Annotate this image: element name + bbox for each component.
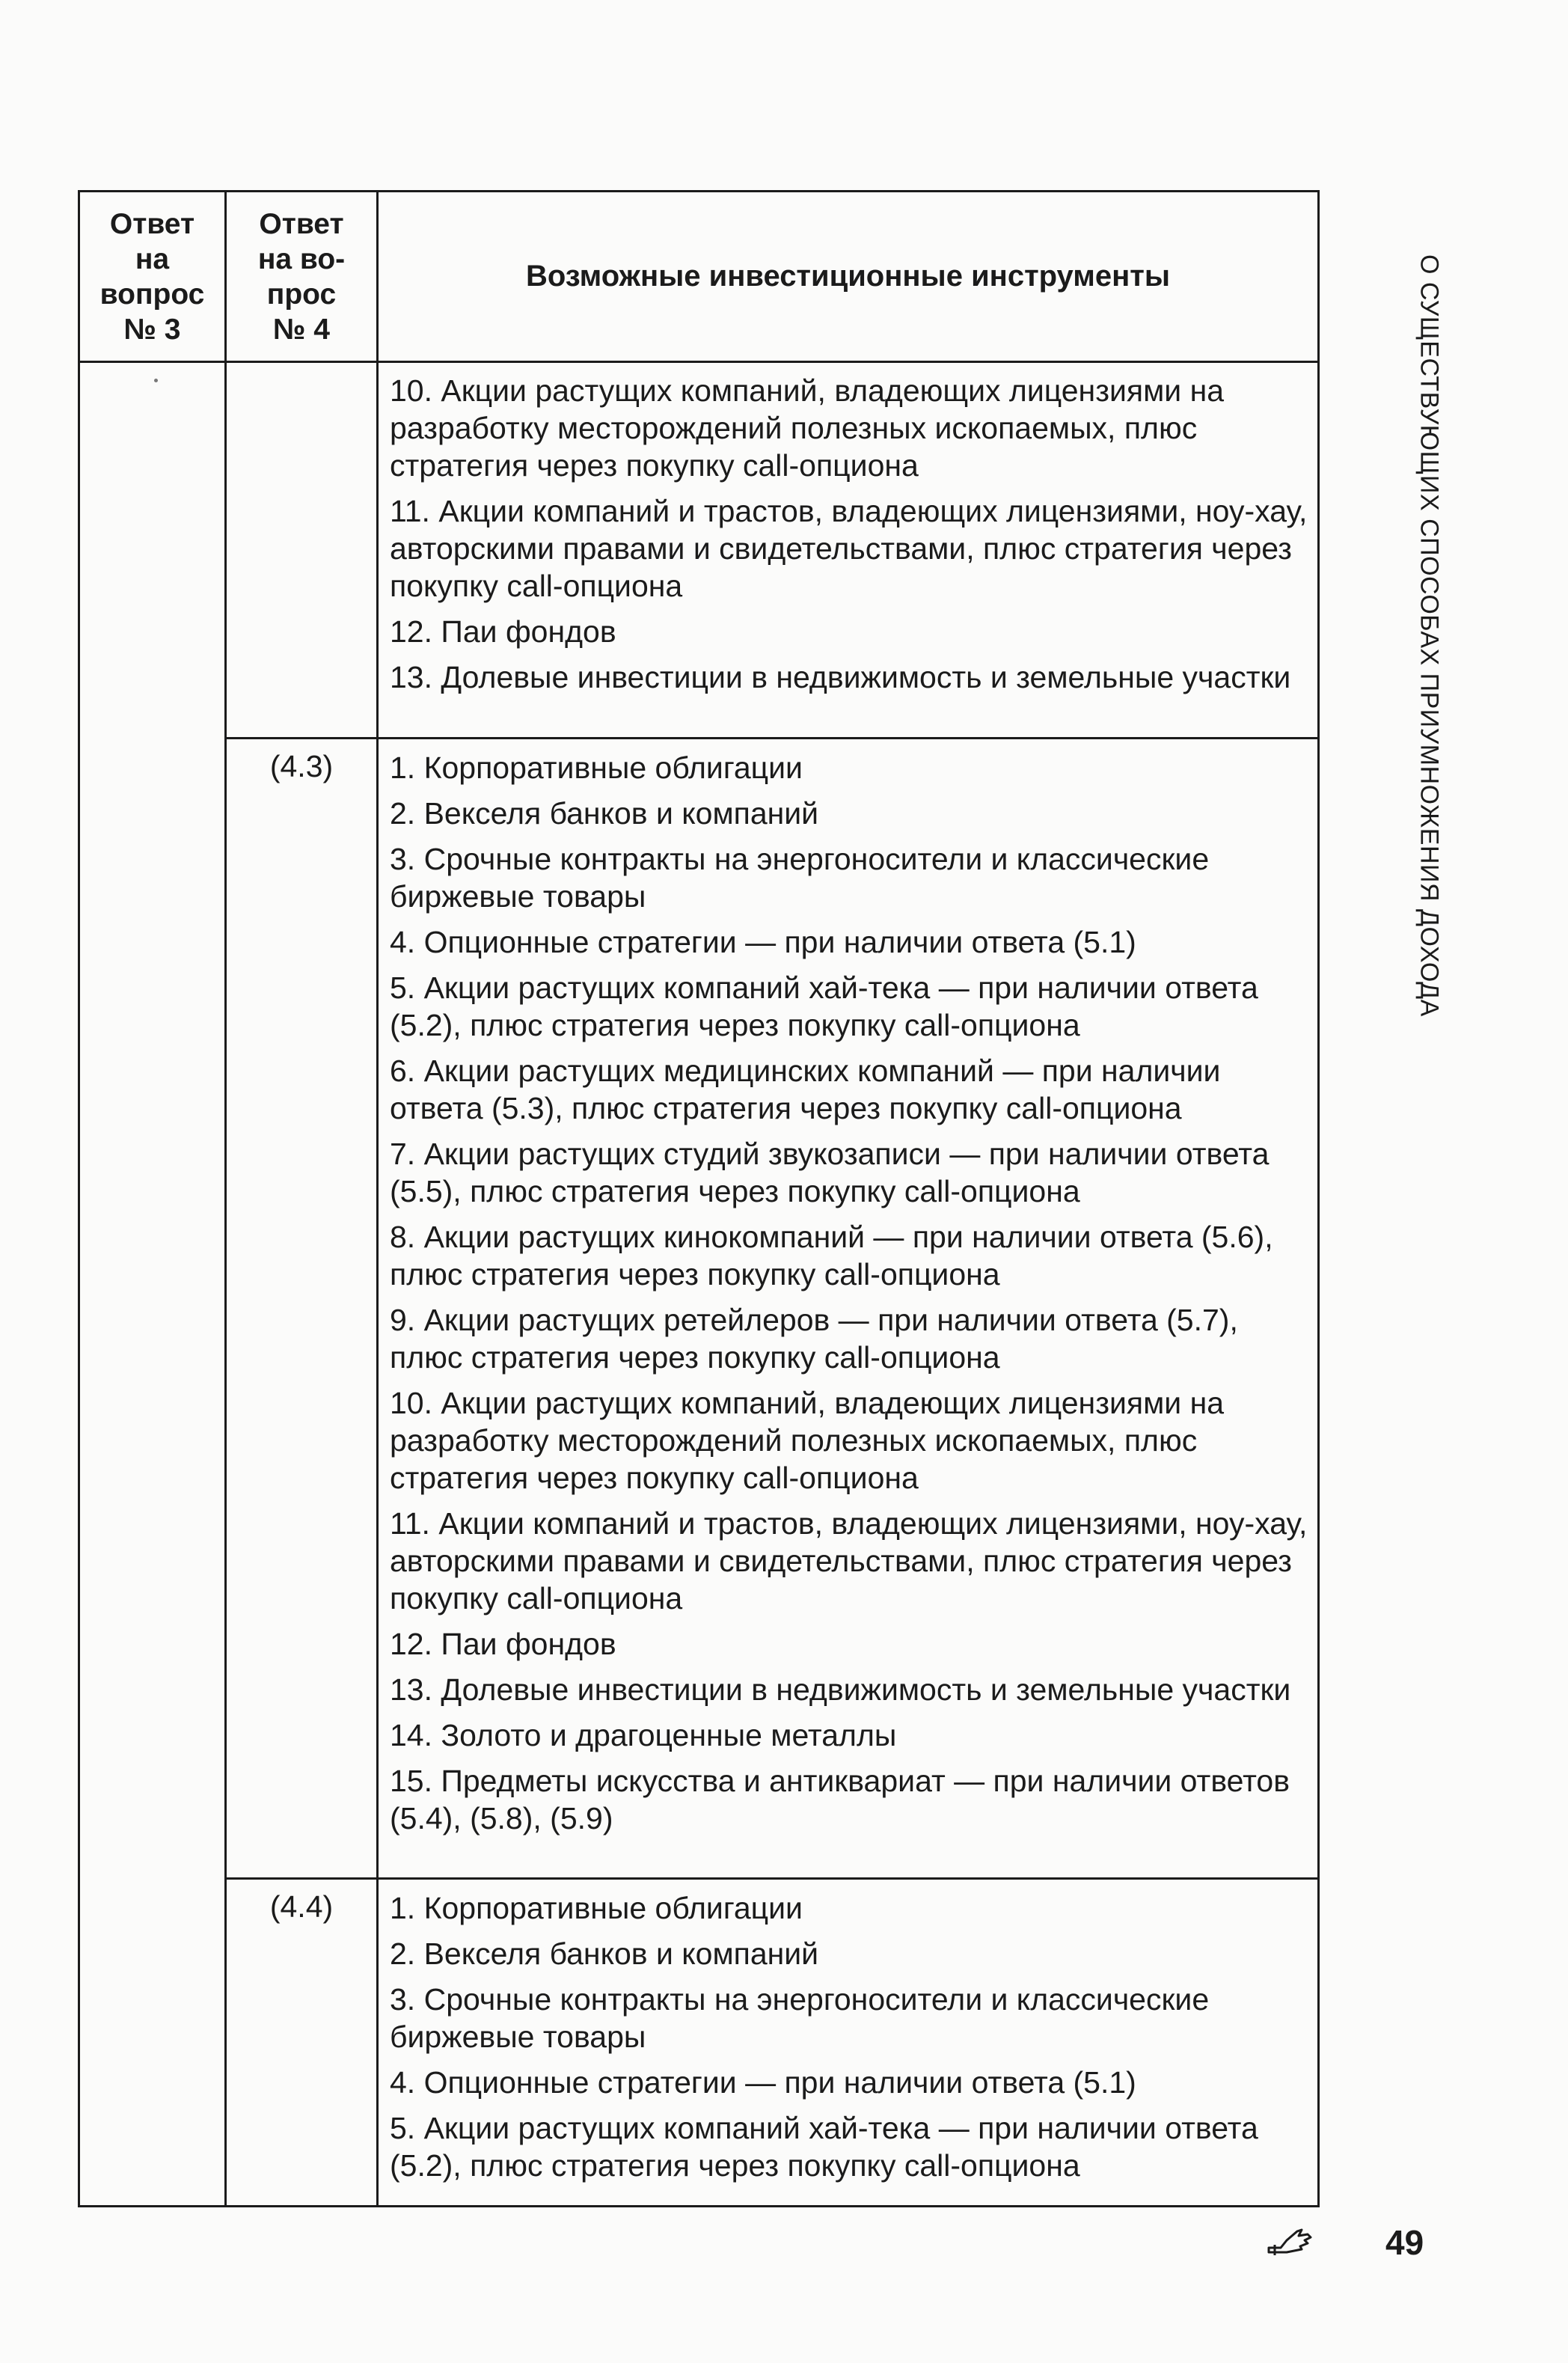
list-item: 10. Акции растущих компаний, владеющих лицензиями на разработку месторождений полезных ископаемых, плюс стратегия через покупку call-опциона bbox=[390, 1386, 1225, 1495]
header-divider bbox=[80, 361, 1317, 363]
list-item: 2. Векселя банков и компаний bbox=[390, 1936, 819, 1971]
list-item: 3. Срочные контракты на энергоносители и классические биржевые товары bbox=[390, 1982, 1210, 2054]
list-item: 5. Акции растущих компаний хай-тека — при наличии ответа (5.2), плюс стратегия через покупку call-опциона bbox=[390, 2111, 1258, 2183]
instrument-list bbox=[390, 749, 1314, 1845]
list-item: 12. Паи фондов bbox=[390, 1627, 616, 1661]
investment-table bbox=[78, 190, 1320, 2207]
list-item: 1. Корпоративные облигации bbox=[390, 751, 803, 785]
list-item: 13. Долевые инвестиции в недвижимость и земельные участки bbox=[390, 660, 1291, 694]
running-head bbox=[1406, 254, 1451, 1017]
list-item: 7. Акции растущих студий звукозаписи — при наличии ответа (5.5), плюс стратегия через покупку call-опциона bbox=[390, 1137, 1270, 1208]
list-item: 4. Опционные стратегии — при наличии ответа (5.1) bbox=[390, 925, 1136, 959]
list-item: 13. Долевые инвестиции в недвижимость и земельные участки bbox=[390, 1672, 1291, 1707]
list-item: 5. Акции растущих компаний хай-тека — при наличии ответа (5.2), плюс стратегия через покупку call-опциона bbox=[390, 970, 1258, 1042]
header-answer-q3: Ответ на вопрос № 3 bbox=[99, 207, 205, 346]
list-item: 14. Золото и драгоценные металлы bbox=[390, 1718, 897, 1752]
list-item: 15. Предметы искусства и антиквариат — при наличии ответов (5.4), (5.8), (5.9) bbox=[390, 1764, 1290, 1835]
list-item: 8. Акции растущих кинокомпаний — при наличии ответа (5.6), плюс стратегия через покупку call-опциона bbox=[390, 1220, 1273, 1291]
running-head-text: О СУЩЕСТВУЮЩИХ СПОСОБАХ ПРИУМНОЖЕНИЯ ДОХОДА bbox=[1415, 254, 1444, 1017]
list-item: 10. Акции растущих компаний, владеющих лицензиями на разработку месторождений полезных ископаемых, плюс стратегия через покупку call-опциона bbox=[390, 373, 1225, 483]
list-item: 9. Акции растущих ретейлеров — при наличии ответа (5.7), плюс стратегия через покупку call-опциона bbox=[390, 1303, 1238, 1375]
list-item: 11. Акции компаний и трастов, владеющих лицензиями, ноу-хау, авторскими правами и свидетельствами, плюс стратегия через покупку call-опциона bbox=[390, 1506, 1308, 1615]
pointing-hand-icon bbox=[1264, 2222, 1317, 2257]
answer-cell: (4.4) bbox=[269, 1889, 334, 1924]
list-item: 11. Акции компаний и трастов, владеющих лицензиями, ноу-хау, авторскими правами и свидетельствами, плюс стратегия через покупку call-опциона bbox=[390, 494, 1308, 603]
list-item: 3. Срочные контракты на энергоносители и классические биржевые товары bbox=[390, 842, 1210, 914]
list-item: 4. Опционные стратегии — при наличии ответа (5.1) bbox=[390, 2065, 1136, 2100]
row-divider bbox=[227, 1877, 1317, 1880]
instrument-list bbox=[390, 372, 1314, 704]
instrument-list bbox=[390, 1889, 1314, 2192]
header-instruments: Возможные инвестиционные инструменты bbox=[525, 260, 1171, 293]
answer-cell: (4.3) bbox=[269, 749, 334, 783]
header-answer-q4: Ответ на во- прос № 4 bbox=[257, 207, 346, 346]
page-number: 49 bbox=[1385, 2223, 1424, 2262]
list-item: 2. Векселя банков и компаний bbox=[390, 796, 819, 831]
list-item: 12. Паи фондов bbox=[390, 614, 616, 649]
list-item: 6. Акции растущих медицинских компаний — при наличии ответа (5.3), плюс стратегия через покупку call-опциона bbox=[390, 1054, 1221, 1125]
column-divider bbox=[376, 192, 379, 2205]
scan-speck bbox=[154, 379, 158, 382]
row-divider bbox=[227, 737, 1317, 739]
list-item: 1. Корпоративные облигации bbox=[390, 1891, 803, 1925]
